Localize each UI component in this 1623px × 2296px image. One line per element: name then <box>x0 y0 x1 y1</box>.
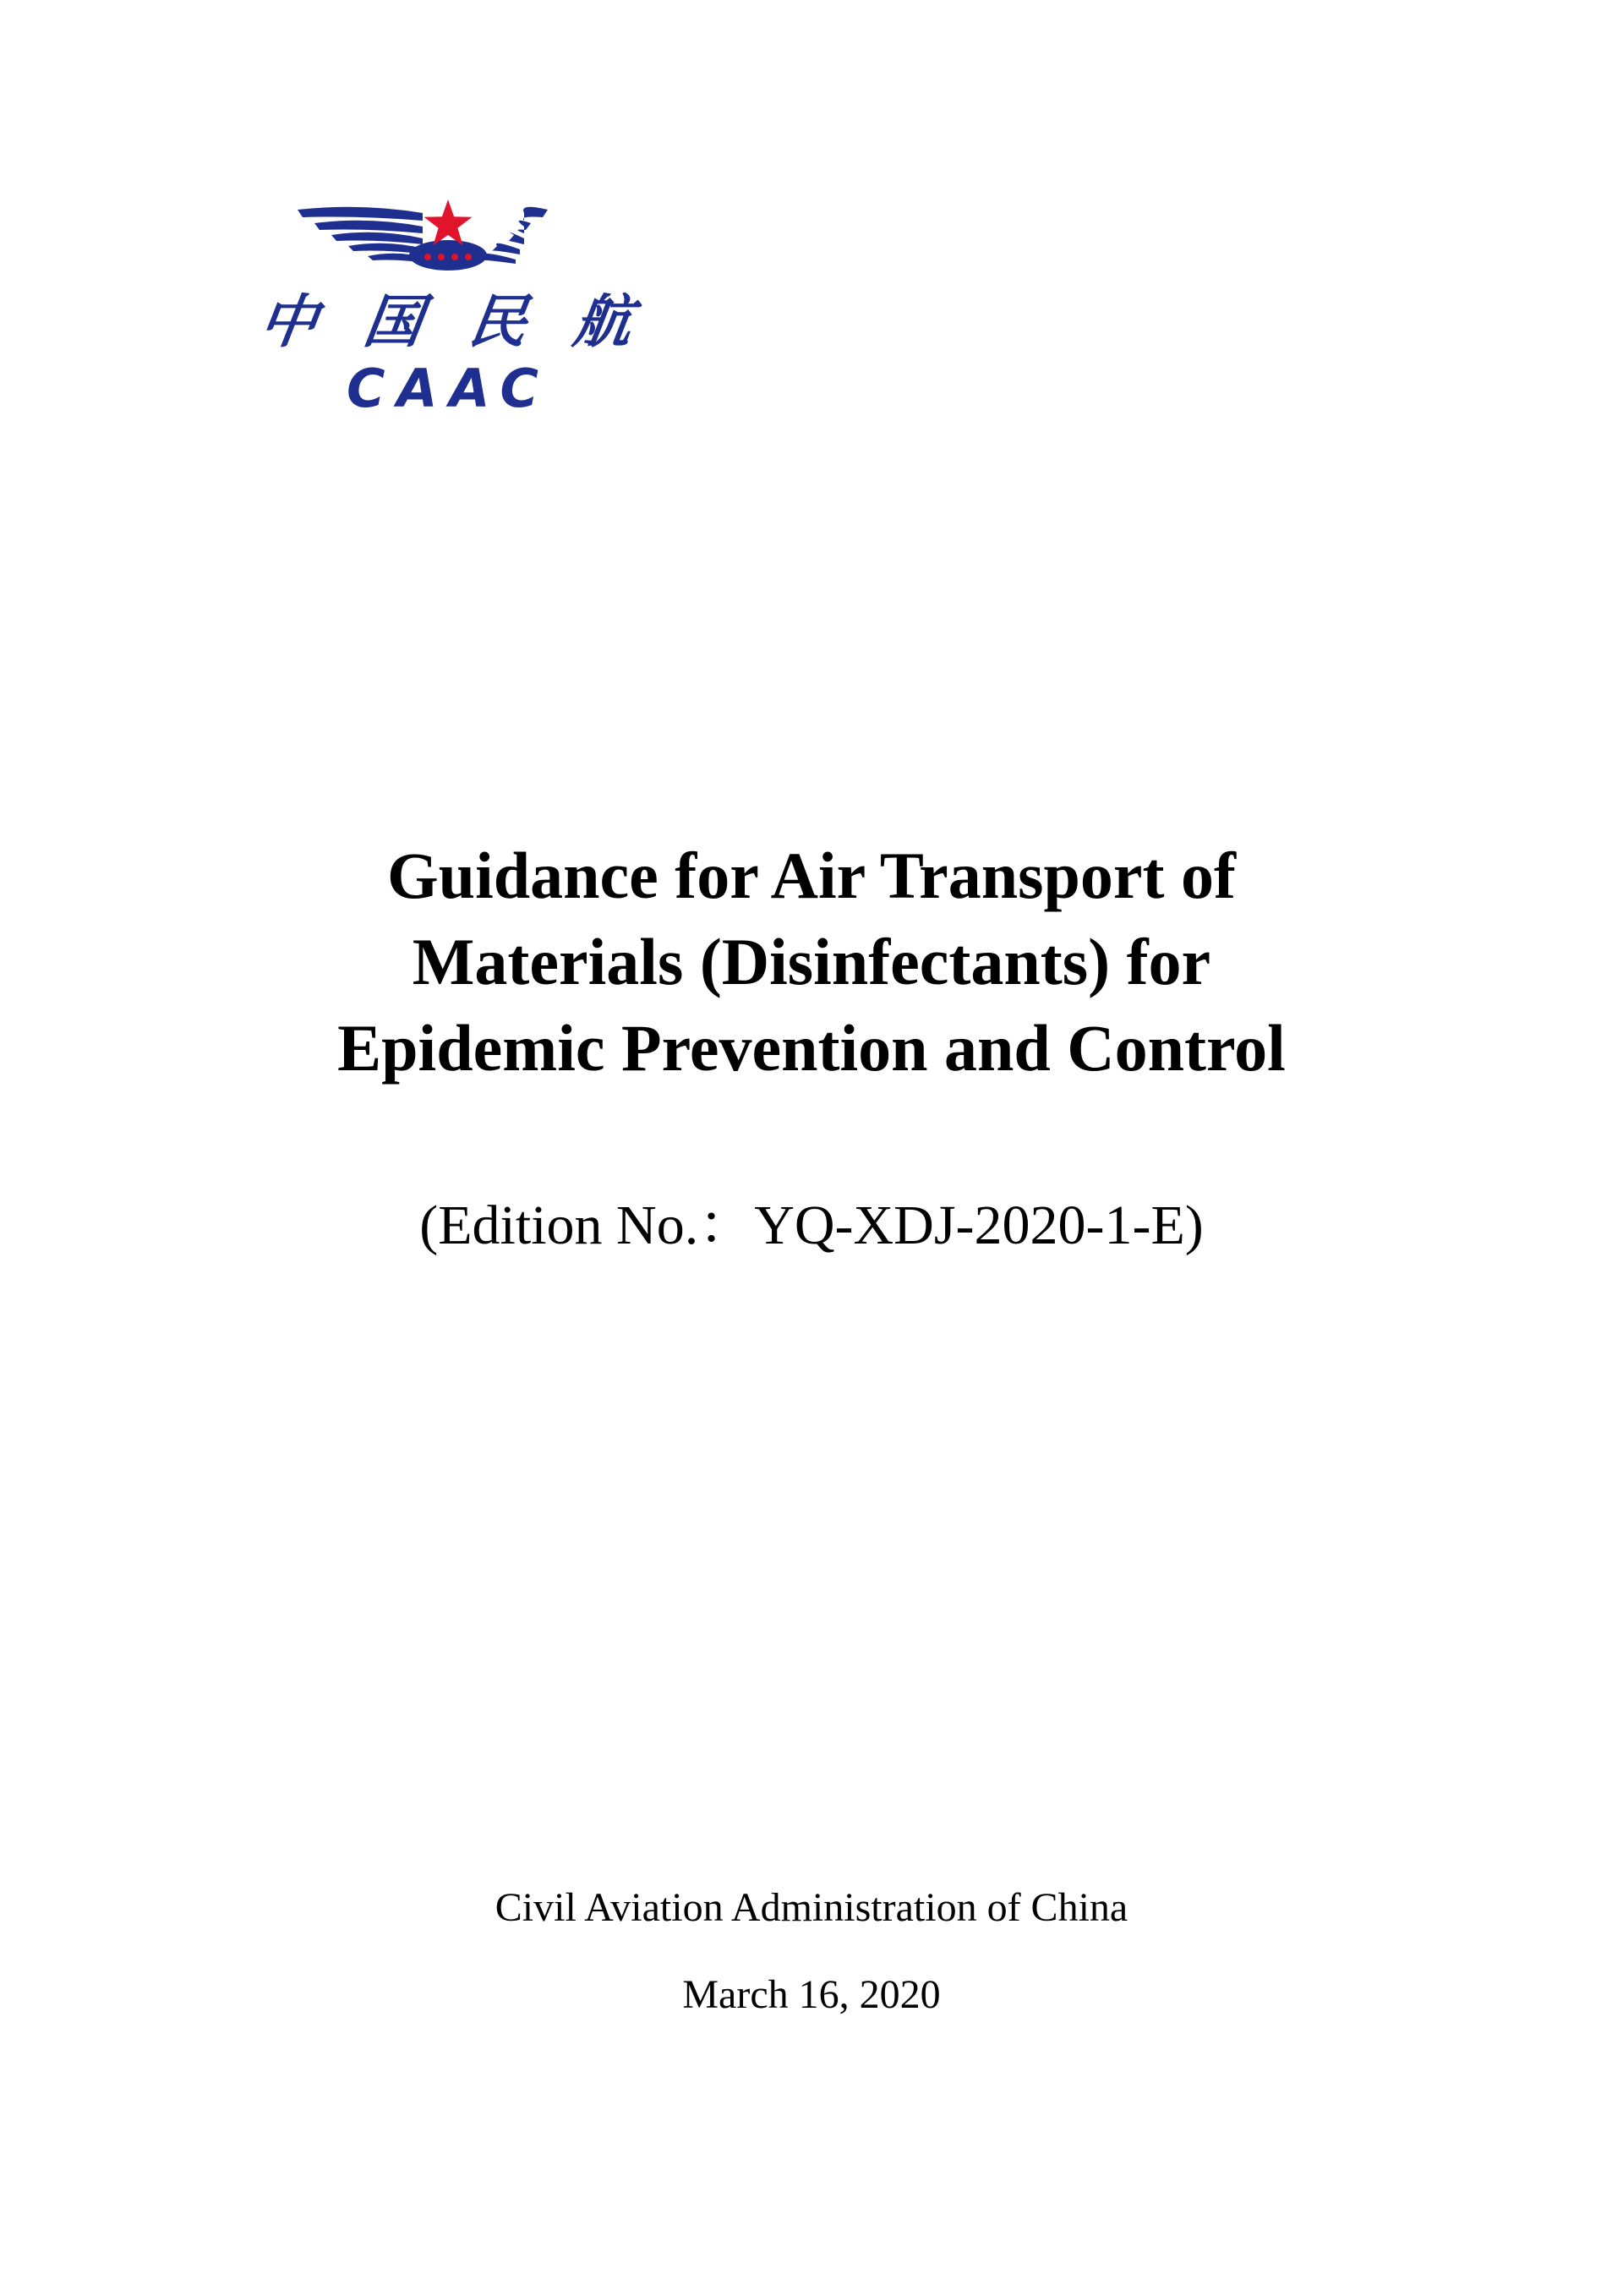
title-line: Guidance for Air Transport of <box>387 839 1236 912</box>
logo-chinese-characters <box>254 279 637 356</box>
wing-stripe <box>492 243 520 254</box>
small-star <box>451 254 458 260</box>
wing-stripe <box>523 207 548 221</box>
logo-char: 航 <box>569 288 637 356</box>
wing-stripe <box>314 221 423 233</box>
title-line: Materials (Disinfectants) for <box>412 925 1211 998</box>
red-star <box>424 200 473 245</box>
wing-stripe <box>331 232 423 244</box>
logo-char: 中 <box>254 288 322 356</box>
logo-char: 国 <box>359 288 427 356</box>
small-star <box>438 254 445 260</box>
caac-logo <box>254 186 642 423</box>
logo-wordmark: CAAC <box>347 358 551 419</box>
wing-stripe <box>517 221 531 233</box>
issuing-authority: Civil Aviation Administration of China <box>495 1885 1128 1930</box>
edition-number: (Edition No.：YQ-XDJ-2020-1-E) <box>419 1194 1204 1256</box>
emblem-body <box>409 240 487 271</box>
issue-date: March 16, 2020 <box>682 1972 941 2017</box>
logo-char: 民 <box>464 288 532 356</box>
document-title <box>135 833 1488 1091</box>
star-icon <box>409 200 487 271</box>
wing-stripe <box>298 207 423 221</box>
wing-stripe <box>507 232 524 244</box>
small-star <box>465 254 472 260</box>
small-star <box>424 254 431 260</box>
title-line: Epidemic Prevention and Control <box>337 1011 1286 1085</box>
